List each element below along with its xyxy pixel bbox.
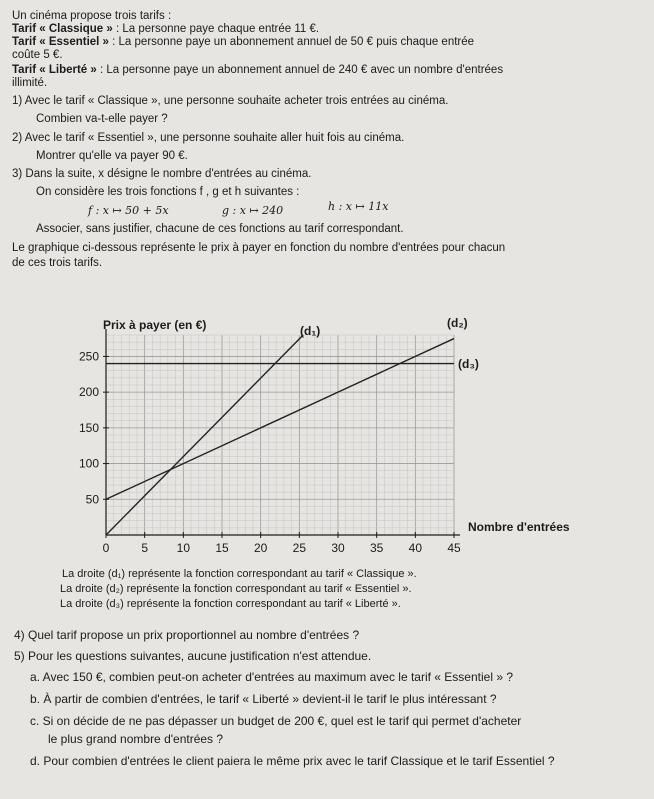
tarif-classique-desc: : La personne paye chaque entrée 11 €. — [112, 23, 320, 35]
function-h: h : x ↦ 11x — [328, 200, 389, 213]
tarif-essentiel-desc: : La personne paye un abonnement annuel de 50 € puis chaque entrée — [108, 36, 475, 48]
x-tick-label: 10 — [176, 541, 191, 555]
question-3a: 3) Dans la suite, x désigne le nombre d'entrées au cinéma. — [12, 168, 312, 180]
y-tick-label: 200 — [78, 385, 99, 400]
question-5c-2: le plus grand nombre d'entrées ? — [48, 732, 224, 746]
question-5b: b. À partir de combien d'entrées, le tarif « Liberté » devient-il le tarif le plus intéressant ? — [30, 692, 497, 706]
tarif-essentiel — [12, 35, 474, 49]
y-tick-label: 100 — [78, 456, 99, 471]
series-label-1: (d₁) — [300, 324, 321, 338]
question-1b: Combien va-t-elle payer ? — [36, 113, 168, 125]
tarif-classique-name: Tarif « Classique » — [12, 23, 113, 35]
x-tick-label: 35 — [369, 541, 384, 555]
question-5a: a. Avec 150 €, combien peut-on acheter d'entrées au maximum avec le tarif « Essentiel » ? — [30, 670, 514, 684]
graph-intro-2: de ces trois tarifs. — [12, 257, 103, 269]
graph-intro-1: Le graphique ci-dessous représente le prix à payer en fonction du nombre d'entrées pour chacun — [12, 242, 506, 254]
x-tick-label: 25 — [292, 541, 307, 555]
tarif-liberte-desc2: illimité. — [12, 77, 48, 89]
x-tick-label: 40 — [408, 541, 423, 555]
function-f: f : x ↦ 50 + 5x — [88, 204, 169, 217]
question-5c-1: c. Si on décide de ne pas dépasser un budget de 200 €, quel est le tarif qui permet d'acheter — [30, 714, 522, 728]
tarif-liberte-desc: : La personne paye un abonnement annuel de 240 € avec un nombre d'entrées — [96, 64, 504, 76]
x-tick-label: 20 — [253, 541, 268, 555]
tarif-classique — [12, 22, 319, 36]
question-2a: 2) Avec le tarif « Essentiel », une personne souhaite aller huit fois au cinéma. — [12, 132, 405, 144]
intro-text: Un cinéma propose trois tarifs : — [12, 10, 172, 22]
tarif-liberte — [12, 63, 503, 77]
tarif-liberte-name: Tarif « Liberté » — [12, 64, 97, 76]
question-4: 4) Quel tarif propose un prix proportionnel au nombre d'entrées ? — [14, 628, 360, 642]
x-tick-label: 15 — [215, 541, 229, 555]
question-3c: Associer, sans justifier, chacune de ces fonctions au tarif correspondant. — [36, 223, 404, 235]
x-tick-label: 30 — [331, 541, 345, 555]
x-tick-label: 45 — [447, 541, 461, 555]
x-tick-label: 5 — [141, 541, 149, 555]
series-label-3: (d₃) — [458, 357, 479, 371]
y-tick-label: 50 — [85, 492, 99, 507]
function-g: g : x ↦ 240 — [222, 204, 284, 217]
legend-d1: La droite (d₁) représente la fonction correspondant au tarif « Classique ». — [62, 568, 417, 580]
x-axis-label: Nombre d'entrées — [468, 520, 570, 534]
question-5d: d. Pour combien d'entrées le client paiera le même prix avec le tarif Classique et le tarif Essentiel ? — [30, 754, 555, 768]
tarif-essentiel-desc2: coûte 5 €. — [12, 49, 63, 61]
price-chart — [0, 305, 654, 565]
question-2b: Montrer qu'elle va payer 90 €. — [36, 150, 188, 162]
y-tick-label: 150 — [78, 420, 99, 435]
question-3b: On considère les trois fonctions f , g et h suivantes : — [36, 186, 300, 198]
series-label-2: (d₂) — [447, 316, 468, 330]
x-tick-label: 0 — [102, 541, 110, 555]
series-line-2 — [106, 339, 454, 500]
question-1a: 1) Avec le tarif « Classique », une personne souhaite acheter trois entrées au cinéma. — [12, 95, 449, 107]
y-tick-label: 250 — [78, 349, 99, 364]
legend-d3: La droite (d₃) représente la fonction correspondant au tarif « Liberté ». — [60, 598, 401, 610]
tarif-essentiel-name: Tarif « Essentiel » — [12, 36, 109, 48]
y-axis-label: Prix à payer (en €) — [103, 318, 207, 332]
question-5: 5) Pour les questions suivantes, aucune justification n'est attendue. — [14, 649, 372, 663]
legend-d2: La droite (d₂) représente la fonction correspondant au tarif « Essentiel ». — [60, 583, 412, 595]
